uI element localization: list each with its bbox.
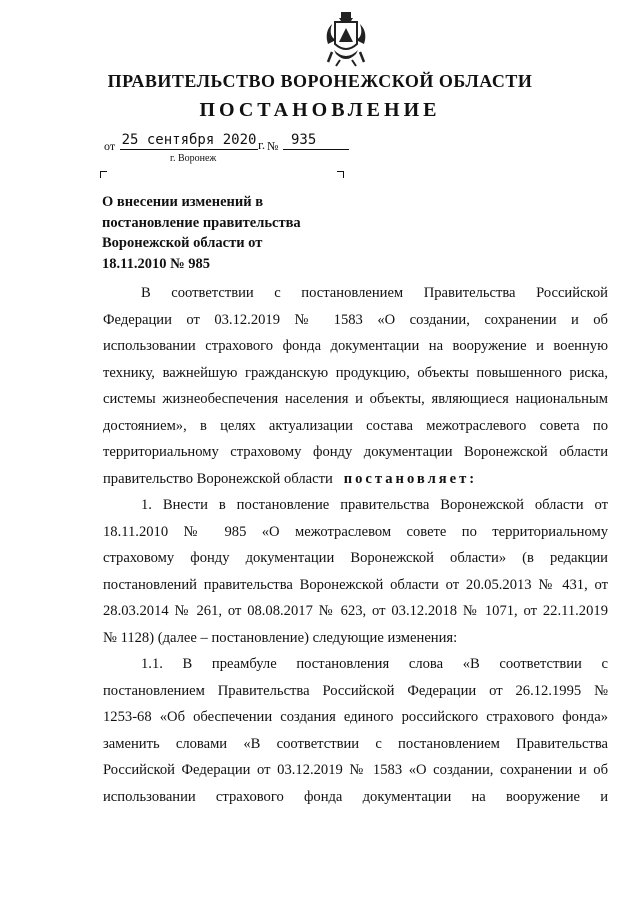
organization-title: ПРАВИТЕЛЬСТВО ВОРОНЕЖСКОЙ ОБЛАСТИ: [107, 71, 533, 91]
year-suffix-label: г.: [258, 137, 266, 152]
subject-line: 18.11.2010 № 985: [102, 255, 211, 272]
number-label: №: [267, 139, 279, 153]
coat-of-arms-icon: [322, 10, 370, 68]
body-line: страховому фонду документации Воронежской области» (в редакции: [103, 550, 608, 566]
body-line: 1.1. В преамбуле постановления слова «В соответствии с: [141, 656, 608, 672]
document-type: ПОСТАНОВЛЕНИЕ: [199, 99, 441, 121]
body-line: достоянием», в целях актуализации состава межотраслевого совета по: [103, 417, 608, 434]
date-prefix-label: от: [104, 139, 116, 153]
body-line: Федерации от 03.12.2019 № 1583 «О создании, сохранении и об: [103, 311, 608, 328]
body-line: использовании страхового фонда документации на вооружение и: [103, 788, 608, 805]
body-line: № 1128) (далее – постановление) следующие изменения:: [103, 629, 458, 646]
body-line: Российской Федерации от 03.12.2019 № 1583 «О создании, сохранении и об: [103, 762, 608, 778]
body-line-text: правительство Воронежской области: [103, 470, 333, 487]
body-line: постановлений правительства Воронежской области от 20.05.2013 № 431, от: [103, 576, 608, 593]
body-line: постановлением Правительства Российской Федерации от 26.12.1995 №: [103, 682, 608, 699]
body-line: использовании страхового фонда документации на вооружение и военную: [103, 338, 608, 354]
document-date: 25 сентября 2020: [121, 132, 257, 148]
subject-line: О внесении изменений в: [102, 194, 264, 210]
city-label: г. Воронеж: [170, 153, 217, 164]
body-line: В соответствии с постановлением Правительства Российской: [141, 285, 608, 301]
body-line: 1. Внести в постановление правительства Воронежской области от: [141, 497, 608, 513]
body-line: 1253-68 «Об обеспечении создания единого российского страхового фонда»: [103, 709, 608, 725]
subject-line: постановление правительства: [102, 214, 301, 231]
body-line: системы жизнеобеспечения населения и объекты, являющиеся национальным: [103, 391, 608, 407]
body-line: территориальному страховому фонду документации Воронежской области: [103, 444, 608, 460]
subject-line: Воронежской области от: [102, 235, 263, 251]
body-line: заменить словами «В соответствии с постановлением Правительства: [103, 735, 608, 752]
body-line-resolves: [103, 466, 608, 493]
body-line: технику, важнейшую гражданскую продукцию, объекты повышенного риска,: [103, 364, 608, 381]
resolves-word: постановляет:: [343, 470, 478, 487]
document-body: [103, 280, 608, 810]
body-line: 18.11.2010 № 985 «О межотраслевом совете по территориальному: [103, 523, 608, 540]
document-number: 935: [283, 132, 349, 150]
body-line: 28.03.2014 № 261, от 08.08.2017 № 623, от 03.12.2018 № 1071, от 22.11.2019: [103, 603, 608, 619]
subject-corner-right: [337, 171, 344, 178]
subject-corner-left: [100, 171, 107, 178]
document-subject: [102, 192, 362, 274]
